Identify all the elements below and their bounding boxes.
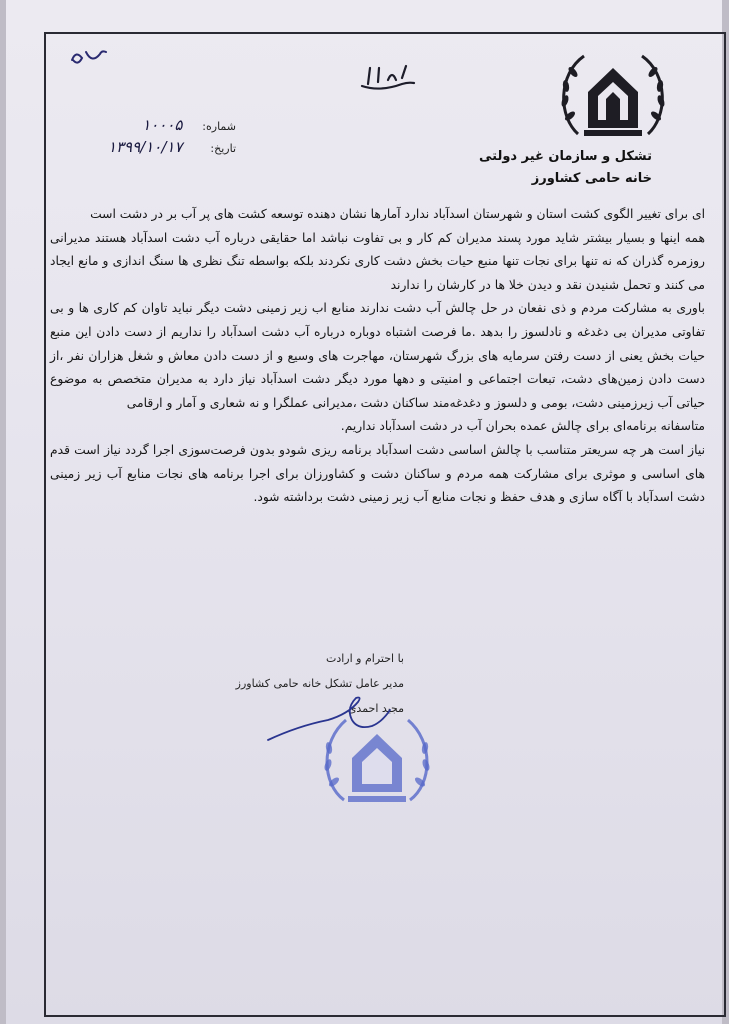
date-value: ۱۳۹۹/۱۰/۱۷ bbox=[107, 138, 183, 156]
paragraph-5: نیاز است هر چه سریعتر متناسب با چالش اساسی دشت اسدآباد برنامه ریزی شودو بدون فرصت‌سوزی اجرا گردد نیاز است قدم های اساسی و موثری برای مشارکت همه مردم و ساکنان دشت و کشاورزان برای اجرا برنامه های نجات منابع آب زیر زمینی دشت اسدآباد با آگاه سازی و هدف حفظ و نجات منابع آب زیر زمینی دشت برداشته شود. bbox=[50, 442, 705, 505]
heading-calligraphy bbox=[358, 60, 418, 96]
organization-stamp bbox=[314, 708, 440, 814]
paper-sheet bbox=[6, 0, 722, 1024]
page-mark-handwriting bbox=[68, 46, 108, 72]
organization-name bbox=[479, 146, 652, 190]
letter-date bbox=[66, 138, 236, 156]
organization-logo bbox=[554, 46, 672, 146]
organization-line-1: تشکل و سازمان غیر دولتی bbox=[479, 149, 652, 164]
paragraph-2: همه اینها و بسیار بیشتر شاید مورد پسند مدیران کم کار و بی تفاوت نباشد اما حقایقی درباره آب دشت اسدآباد هستند مدیرانی روزمره گذران که نه تنها برای نجات تنها منبع حیات بخش دشت کاری نکردند بلکه بواسطه تنگ نظری ها سنگ اندازی و مانع ایجاد می کنند و تحمل شنیدن نقد و دیدن خلا ها در کارشان را ندارند bbox=[50, 230, 705, 292]
date-label: تاریخ: bbox=[210, 142, 236, 155]
paragraph-1: ای برای تغییر الگوی کشت استان و شهرستان اسدآباد ندارد آمارها نشان دهنده توسعه کشت های پر آب بر در دشت است bbox=[90, 207, 705, 221]
letter-number bbox=[66, 116, 236, 134]
number-label: شماره: bbox=[202, 120, 236, 133]
signer-title: مدیر عامل تشکل خانه حامی کشاورز bbox=[235, 677, 404, 690]
signer-name: مجید احمدی bbox=[347, 702, 404, 715]
paragraph-4: متاسفانه برنامه‌ای برای چالش عمده بحران آب در دشت اسدآباد نداریم. bbox=[340, 419, 705, 434]
paragraph-3: باوری به مشارکت مردم و ذی نفعان در حل چالش آب دشت ندارند منابع اب زیر زمینی دشت دیگر نباید تاوان کم کاری ها و بی تفاوتی مدیران بی دغدغه و نادلسوز را بدهد .ما فرصت اشتباه دوباره درباره آب دشت اسدآباد را نداریم از دست دادن این منبع حیات بخش یعنی از دست رفتن سرمایه های بزرگ شهرستان، مهاجرت های وسیع و از دست دادن معاش و شغل هزاران نفر ،از دست دادن زمین‌های دشت، تبعات اجتماعی و امنیتی و دهها مورد دیگر دشت اسدآباد نیاز دارد به مدیران متخصص به موضوع حیاتی آب زیرزمینی دشت، بومی و دلسوز و دغدغه‌مند ساکنان دشت ،مدیرانی عملگرا و نه شعاری و آمار و ارقامی bbox=[50, 301, 705, 410]
number-value: ۱۰۰۰۵ bbox=[142, 116, 183, 134]
organization-line-2: خانه حامی کشاورز bbox=[531, 171, 652, 186]
letter-body bbox=[50, 203, 705, 510]
closing-regards: با احترام و ارادت bbox=[325, 652, 404, 665]
